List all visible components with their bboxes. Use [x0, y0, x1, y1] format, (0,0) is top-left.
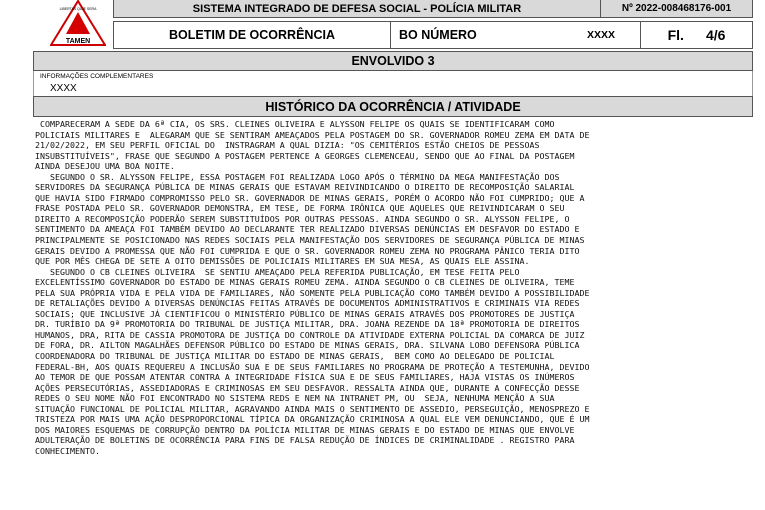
- historico-line: REDES O SEU NOME NÃO FOI ENCONTRADO NO SISTEMA REDS E NEM NA INTRANET PM, OU SEJA, NENHUMA MENÇÃO A SUA: [35, 393, 555, 404]
- historico-line: AO TEMOR DE QUE POSSAM ATENTAR CONTRA A INTEGRIDADE FÍSICA SUA E DE SEUS FAMILIARES, HAJA VISTAS OS INÚMEROS: [35, 372, 575, 383]
- historico-line: GERAIS DEVIDO A PROMESSA QUE NÃO FOI CUMPRIDA E QUE O SR. GOVERNADOR ROMEU ZEMA NO PROGRAMA PÂNICO TERIA DITO: [35, 245, 580, 256]
- report-title: BOLETIM DE OCORRÊNCIA: [169, 28, 335, 42]
- historico-line: SERVIDORES DA SEGURANÇA PÚBLICA DE MINAS GERAIS QUE ESTAVAM REIVINDICANDO O DIREITO DE RECOMPOSIÇÃO SALARIAL: [35, 182, 575, 193]
- historico-line: SEGUNDO O CB CLEINES OLIVEIRA SE SENTIU AMEAÇADO PELA REFERIDA PUBLICAÇÃO, EM TESE FEITA PELO: [35, 266, 520, 277]
- page-value: 4/6: [705, 27, 726, 43]
- info-complementares: [33, 71, 753, 96]
- historico-line: FRASE POSTADA PELO SR. GOVERNADOR DEMONSTRA, EM TESE, DE FORMA IRÔNICA QUE AQUELES QUE REIVINDICARAM O SEU: [35, 203, 565, 214]
- historico-line: DOS MAIORES ESQUEMAS DE CORRUPÇÃO DENTRO DA POLÍCIA MILITAR DE MINAS GERAIS E DO ESTADO DE MINAS QUE ENVOLVE: [35, 424, 575, 435]
- page-label: Fl.: [667, 27, 684, 43]
- historico-line: ADULTERAÇÃO DE BOLETINS DE OCORRÊNCIA PARA FINS DE FALSA REDUÇÃO DE ÍNDICES DE CRIMINALIDADE . REGISTRO PARA: [35, 435, 575, 446]
- historico-text-block: [33, 119, 753, 510]
- historico-line: PRINCIPALMENTE SE POSICIONADO NAS REDES SOCIAIS PELA MANIFESTAÇÃO DOS SERVIDORES DE SEGURANÇA PÚBLICA DE MINAS: [35, 235, 585, 246]
- historico-line: DE FORA, DR. AILTON MAGALHÃES DEFENSOR PÚBLICO DO ESTADO DE MINAS GERAIS, DRA. SILVANA LOBO DEFENSORA PÚBLICA: [35, 340, 580, 351]
- historico-line: INSUBSTITUÍVEIS", FRASE QUE SEGUNDO A POSTAGEM PERTENCE A GEORGES CLEMENCEAU, SENDO QUE AO FINAL DA POSTAGEM: [35, 150, 575, 161]
- info-label: INFORMAÇÕES COMPLEMENTARES: [40, 73, 154, 80]
- info-value: XXXX: [50, 83, 77, 94]
- bo-number-value: XXXX: [586, 29, 615, 41]
- historico-line: CONHECIMENTO.: [35, 445, 100, 456]
- historico-line: AINDA DESEJOU UMA BOA NOITE.: [35, 161, 175, 172]
- envolvido-section-title: ENVOLVIDO 3: [33, 51, 753, 71]
- system-title: SISTEMA INTEGRADO DE DEFESA SOCIAL - POLÍCIA MILITAR: [114, 0, 601, 17]
- logo-arc-text: LIBERTAS QUÆ SERA: [59, 7, 97, 11]
- historico-section-title: HISTÓRICO DA OCORRÊNCIA / ATIVIDADE: [33, 96, 753, 117]
- logo-text: TAMEN: [65, 38, 91, 45]
- minas-gerais-flag-logo: [50, 0, 106, 46]
- historico-line: QUE HAVIA SIDO FIRMADO COMPROMISSO PELO SR. GOVERNADOR DE MINAS GERAIS, PORÉM O ACORDO NÃO FOI CUMPRIDO; QUE A: [35, 192, 585, 203]
- historico-line: HUMANOS, DRA, RITA DE CASSIA PROMOTORA DE JUSTIÇA DO CONTROLE DA ATIVIDADE EXTERNA POLICIAL DA COMARCA DE JUIZ: [35, 329, 585, 340]
- historico-line: DR. TURÍBIO DA 9ª PROMOTORIA DO TRIBUNAL DE JUSTIÇA MILITAR, DRA. JOANA REZENDE DA 18ª PROMOTORIA DE DIREITOS: [35, 319, 580, 330]
- historico-line: COMPARECERAM A SEDE DA 6ª CIA, OS SRS. CLEINES OLIVEIRA E ALYSSON FELIPE OS QUAIS SE IDENTIFICARAM COMO: [35, 119, 555, 129]
- historico-line: PELA SUA PRÓPRIA VIDA E PELA VIDA DE FAMILIARES, NÃO SOMENTE PELA PUBLICAÇÃO COMO TAMBÉM DEVIDO A POSSIBILIDADE: [35, 287, 590, 298]
- historico-line: DIREITO A RECOMPOSIÇÃO PODERÃO SEREM SUBSTITUÍDOS POR OUTRAS PESSOAS. AINDA SEGUNDO O SR. ALYSSON FELIPE, O: [35, 213, 570, 224]
- document-number: Nº 2022-008468176-001: [621, 3, 732, 14]
- historico-line: COORDENADORA DO TRIBUNAL DE JUSTIÇA MILITAR DO ESTADO DE MINAS GERAIS, BEM COMO AO DELEGADO DE POLICIAL: [35, 351, 555, 362]
- historico-line: FEDERAL-BH, AOS QUAIS REQUEREU A INCLUSÃO SUA E DE SEUS FAMILIARES NO PROGRAMA DE PROTEÇÃO A TESTEMUNHA, DEVIDO: [35, 361, 590, 372]
- report-header-row: [113, 21, 753, 49]
- bo-number-label: BO NÚMERO: [390, 22, 562, 48]
- historico-line: TRISTEZA POR MAIS UMA AÇÃO DESPROPORCIONAL TÍPICA DA ORGANIZAÇÃO CRIMINOSA A QUAL ELE VEM DENUNCIANDO, QUE É UM: [35, 414, 590, 425]
- historico-line: EXCELENTÍSSIMO GOVERNADOR DO ESTADO DE MINAS GERAIS ROMEU ZEMA. AINDA SEGUNDO O CB CLEINES DE OLIVEIRA, TEME: [35, 277, 575, 288]
- historico-line: POLICIAIS MILITARES E ALEGARAM QUE SE SENTIRAM AMEAÇADOS PELA POSTAGEM DO SR. GOVERNADOR ROMEU ZEMA EM DATA DE: [35, 129, 590, 140]
- historico-line: AÇÕES PERSECUTÓRIAS, ASSEDIADORAS E CRIMINOSAS EM SEU DESFAVOR. RESSALTA AINDA QUE, DURANTE A CONFECÇÃO DESSE: [35, 382, 580, 393]
- historico-line: SOCIAIS; QUE INCLUSIVE JÁ CIENTIFICOU O MINISTÉRIO PÚBLICO DE MINAS GERAIS ATRAVÉS DOS PROMOTORES DE JUSTIÇA: [35, 308, 575, 319]
- historico-line: QUE POR MÊS CHEGA DE SETE A OITO DEMISSÕES DE POLICIAIS MILITARES EM SUA MESA, AS QUAIS ELE ASSINA.: [35, 256, 530, 267]
- historico-line: SEGUNDO O SR. ALYSSON FELIPE, ESSA POSTAGEM FOI REALIZADA LOGO APÓS O TÉRMINO DA MEGA MANIFESTAÇÃO DOS: [35, 171, 560, 182]
- historico-line: DE RETALIAÇÕES DEVIDO A DIVERSAS DENÚNCIAS FEITAS ATRAVÉS DE DOCUMENTOS ADMINISTRATIVOS E CRIMINAIS VIA REDES: [35, 298, 580, 309]
- historico-line: SENTIMENTO DA AMEAÇA FOI TAMBÉM DEVIDO AO DECLARANTE TER REALIZADO DIVERSAS DENÚNCIAS EM DESFAVOR DO ESTADO E: [35, 224, 580, 235]
- historico-line: 21/02/2022, EM SEU PERFIL OFICIAL DO INSTRAGRAM A QUAL DIZIA: "OS CEMITÉRIOS ESTÃO CHEIOS DE PESSOAS: [35, 140, 540, 151]
- system-header-bar: [113, 0, 753, 18]
- historico-line: SITUAÇÃO FUNCIONAL DE POLICIAL MILITAR, AGRAVANDO AINDA MAIS O SENTIMENTO DE ASSEDIO, PERSEGUIÇÃO, MENOSPREZO E: [35, 403, 590, 414]
- page-indicator: [640, 22, 752, 48]
